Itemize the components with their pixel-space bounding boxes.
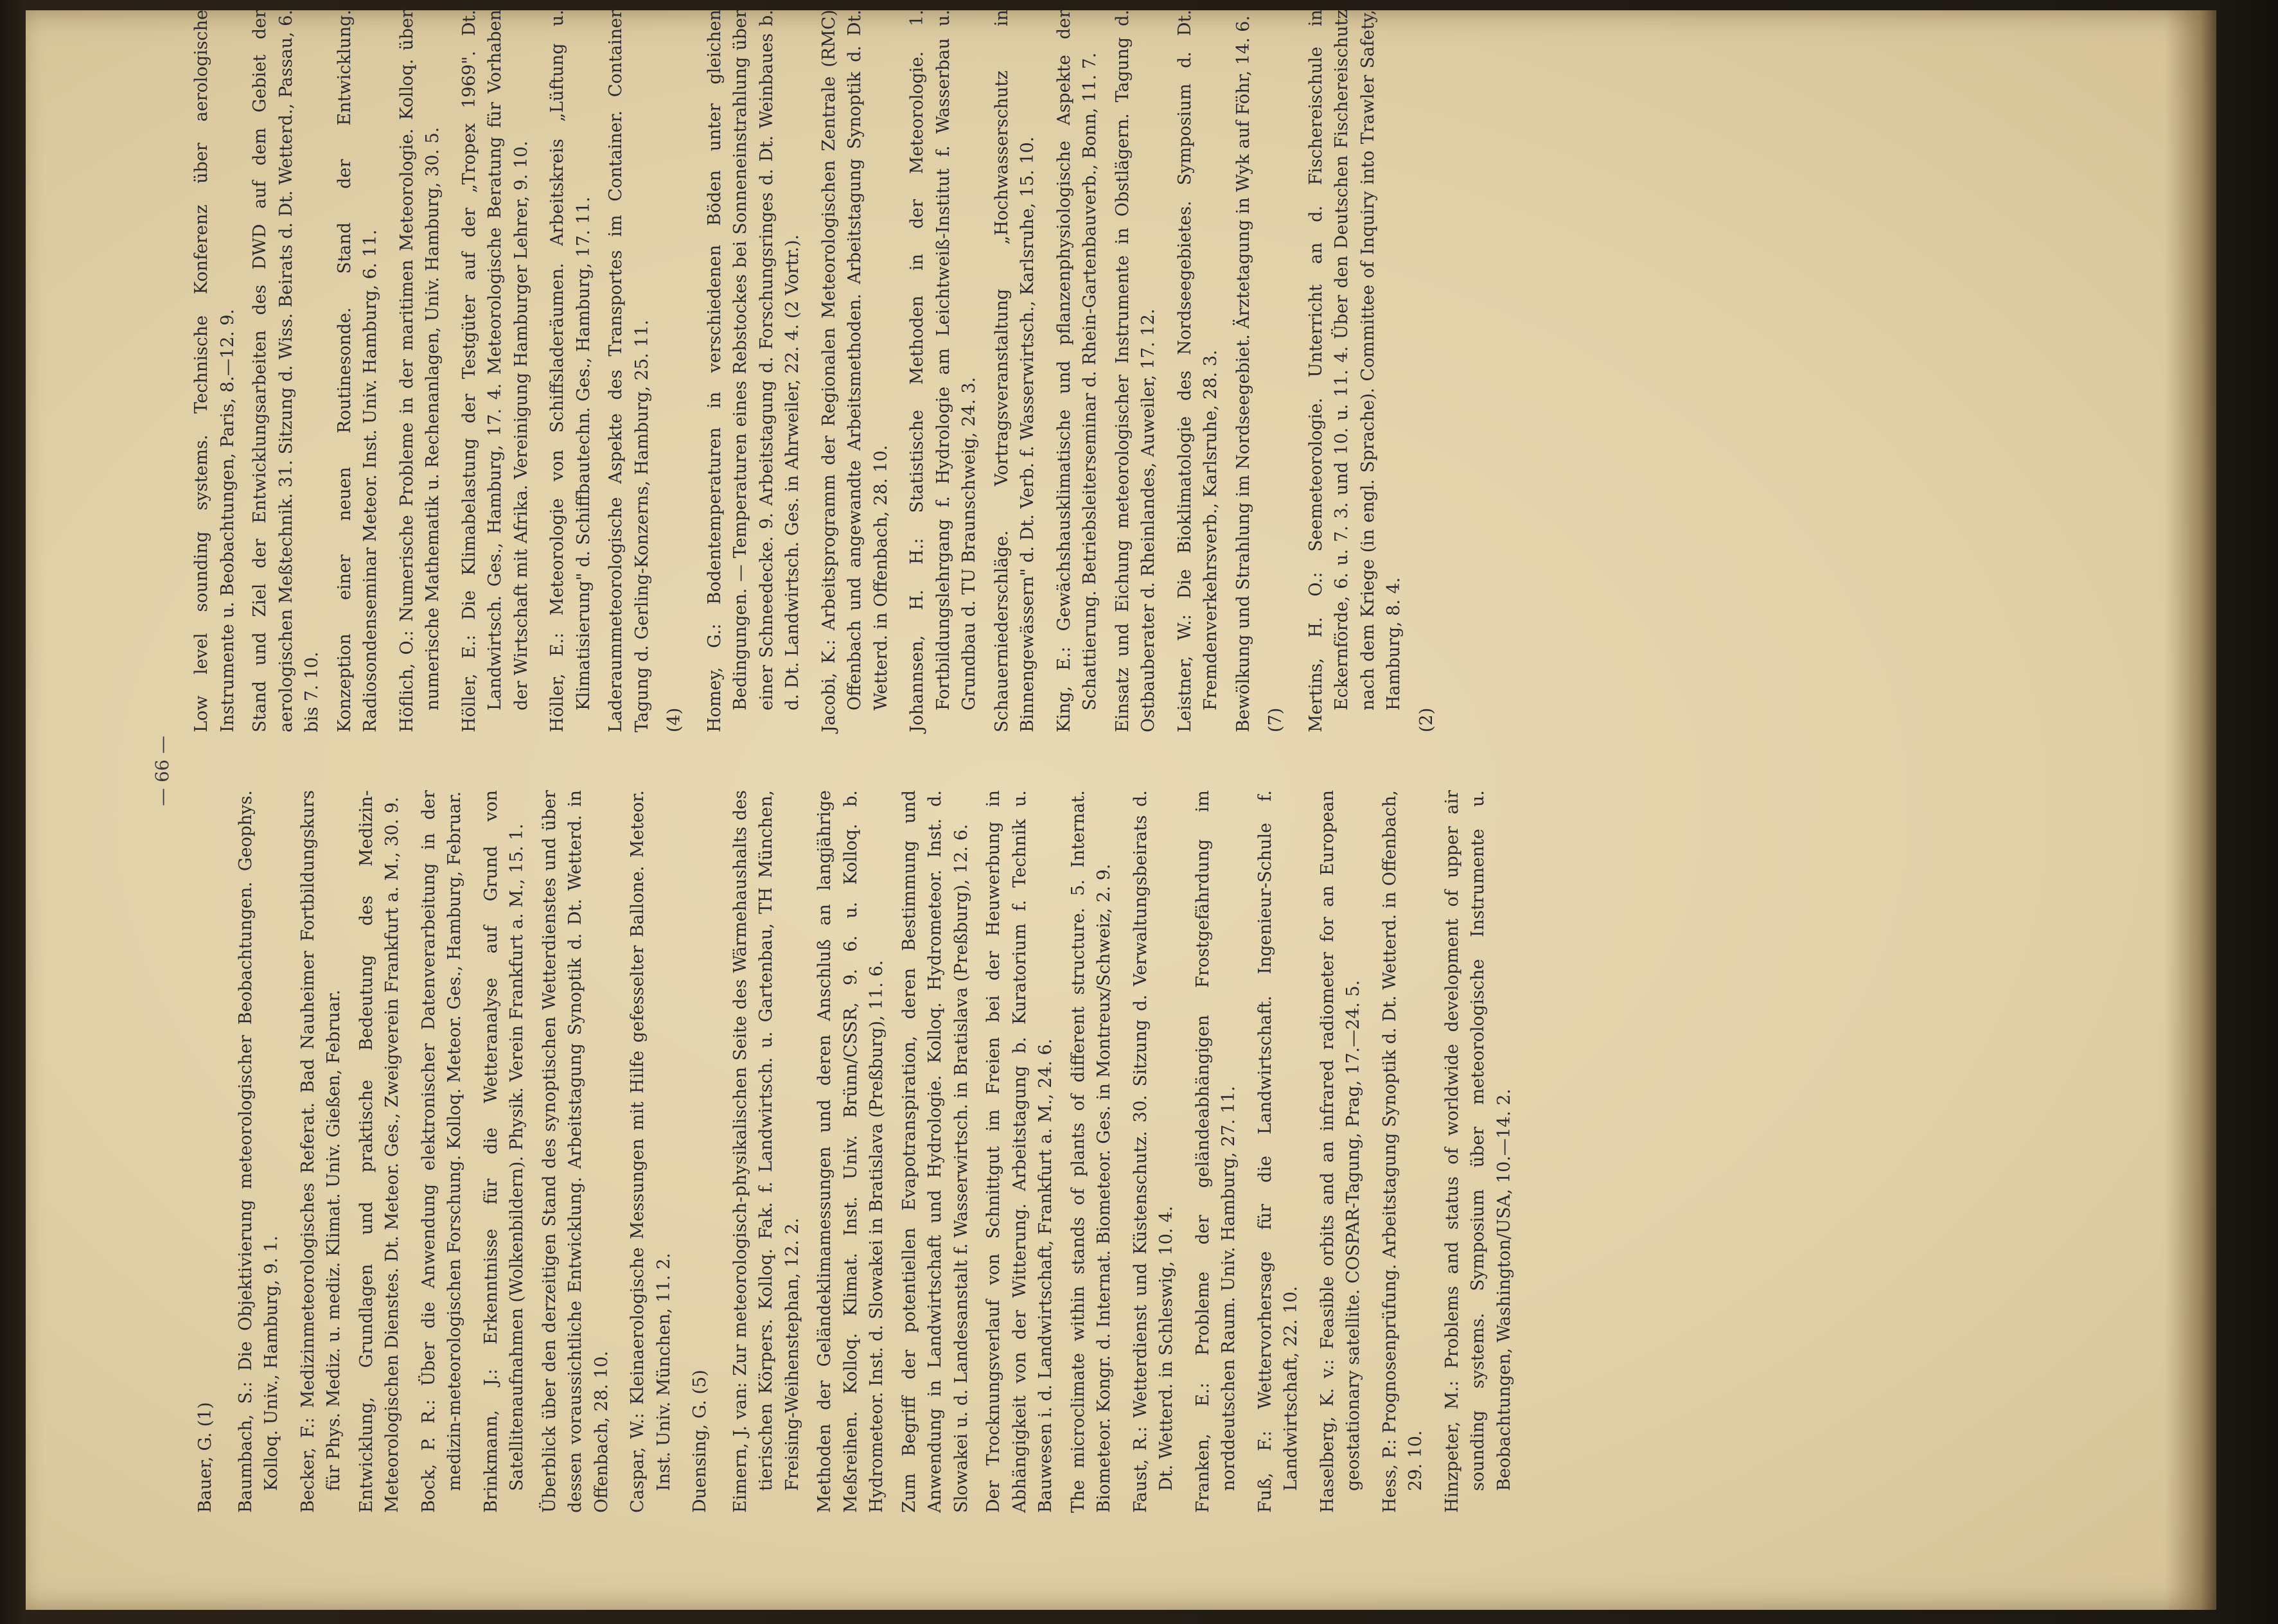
bibliography-entry: Faust, R.: Wetterdienst und Küstenschutz. 30. Sitzung d. Verwaltungsbeirats d. Dt. Wetterd. in Schleswig, 10. 4.	[1130, 790, 1176, 1513]
bibliography-entry: Bock, P. R.: Über die Anwendung elektronischer Datenverarbeitung in der medizin-meteorologischen Forschung. Kolloq. Meteor. Ges., Hamburg, Februar.	[418, 790, 464, 1513]
page-number: — 66 —	[152, 736, 173, 806]
bibliography-entry: Hinzpeter, M.: Problems and status of worldwide development of upper air sounding systems. Symposium über meteorologische Instrumente u. Beobachtungen, Washington/USA, 10.—14. 2.	[1442, 790, 1514, 1513]
bibliography-entry: Höflich, O.: Numerische Probleme in der maritimen Meteorologie. Kolloq. über numerische Mathematik u. Rechenanlagen, Univ. Hamburg, 30. 5.	[396, 10, 443, 732]
bibliography-entry: Schauerniederschläge. Vortragsveranstaltung „Hochwasserschutz in Binnengewässern" d. Dt. Verb. f. Wasserwirtsch., Karlsruhe, 15. 10.	[991, 10, 1037, 732]
bibliography-entry: Homey, G.: Bodentemperaturen in verschiedenen Böden unter gleichen Bedingungen. — Temperaturen eines Rebstockes bei Sonneneinstrahlung über einer Schneedecke. 9. Arbeitstagung d. Forschungsringes d. Dt. Weinbaues b. d. Dt. Landwirtsch. Ges. in Ahrweiler, 22. 4. (2 Vortr.).	[704, 10, 802, 732]
bibliography-entry: Laderaummeteorologische Aspekte des Transportes im Container. Container Tagung d. Gerling-Konzerns, Hamburg, 25. 11.	[606, 10, 652, 732]
bibliography-entry: Caspar, W.: Kleinaerologische Messungen mit Hilfe gefesselter Ballone. Meteor. Inst. Univ. München, 11. 2.	[628, 790, 674, 1513]
bibliography-entry: Zum Begriff der potentiellen Evapotranspiration, deren Bestimmung und Anwendung in Landwirtschaft und Hydrologie. Kolloq. Hydrometeor. Inst. d. Slowakei u. d. Landesanstalt f. Wasserwirtsch. in Bratislava (Preßburg), 12. 6.	[899, 790, 971, 1513]
bibliography-entry: Fuß, F.: Wettervorhersage für die Landwirtschaft. Ingenieur-Schule f. Landwirtschaft, 22. 10.	[1255, 790, 1301, 1513]
bibliography-entry: Duensing, G. (5)	[690, 1370, 710, 1513]
bibliography-entry: (7)	[1266, 707, 1285, 732]
bibliography-entry: Becker, F.: Medizinmeteorologisches Referat. Bad Nauheimer Fortbildungskurs für Phys. Mediz. u. mediz. Klimat. Univ. Gießen, Februar.	[297, 790, 344, 1513]
bibliography-entry: Höller, E.: Die Klimabelastung der Testgüter auf der „Tropex 1969". Dt. Landwirtsch. Ges., Hamburg, 17. 4. Meteorologische Beratung für Vorhaben der Wirtschaft mit Afrika. Vereinigung Hamburger Lehrer, 9. 10.	[459, 10, 531, 732]
bibliography-entry: Der Trocknungsverlauf von Schnittgut im Freien bei der Heuwerbung in Abhängigkeit von der Witterung. Arbeitstagung b. Kuratorium f. Technik u. Bauwesen i. d. Landwirtschaft, Frankfurt a. M., 24. 6.	[984, 790, 1055, 1513]
bibliography-entry: Baumbach, S.: Die Objektivierung meteorologischer Beobachtungen. Geophys. Kolloq. Univ., Hamburg, 9. 1.	[235, 790, 281, 1513]
bibliography-entry: Johannsen, H. H.: Statistische Methoden in der Meteorologie. 1. Fortbildungslehrgang f. Hydrologie am Leichtweiß-Institut f. Wasserbau u. Grundbau d. TU Braunschweig, 24. 3.	[907, 10, 979, 732]
bibliography-entry: Einsatz und Eichung meteorologischer Instrumente in Obstlägern. Tagung d. Ostbauberater d. Rheinlandes, Auweiler, 17. 12.	[1112, 10, 1158, 732]
bibliography-entry: King, E.: Gewächshausklimatische und pflanzenphysiologische Aspekte der Schattierung. Betriebsleiterseminar d. Rhein-Gartenbauverb., Bonn, 11. 7.	[1054, 10, 1100, 732]
bibliography-entry: Low level sounding systems. Technische Konferenz über aerologische Instrumente u. Beobachtungen, Paris, 8.—12. 9.	[191, 10, 238, 732]
bibliography-entry: Höller, E.: Meteorologie von Schiffsladeräumen. Arbeitskreis „Lüftung u. Klimatisierung" d. Schiffbautechn. Ges., Hamburg, 17. 11.	[547, 10, 594, 732]
bibliography-entry: Franken, E.: Probleme der geländeabhängigen Frostgefährdung im norddeutschen Raum. Univ. Hamburg, 27. 11.	[1192, 790, 1239, 1513]
bibliography-entry: Entwicklung, Grundlagen und praktische Bedeutung des Medizin-Meteorologischen Dienstes. Dt. Meteor. Ges., Zweigverein Frankfurt a. M., 30. 9.	[356, 790, 402, 1513]
bibliography-entry: Hess, P.: Prognosenprüfung. Arbeitstagung Synoptik d. Dt. Wetterd. in Offenbach, 29. 10.	[1379, 790, 1426, 1513]
bibliography-entry: Überblick über den derzeitigen Stand des synoptischen Wetterdienstes und über dessen voraussichtliche Entwicklung. Arbeitstagung Synoptik d. Dt. Wetterd. in Offenbach, 28. 10.	[539, 790, 612, 1513]
bibliography-entry: Jacobi, K.: Arbeitsprogramm der Regionalen Meteorologischen Zentrale (RMC) Offenbach und angewandte Arbeitsmethoden. Arbeitstagung Synoptik d. Dt. Wetterd. in Offenbach, 28. 10.	[818, 10, 891, 732]
right-column	[193, 10, 1450, 732]
bibliography-entry: Methoden der Geländeklimamessungen und deren Anschluß an langjährige Meßreihen. Kolloq. Klimat. Inst. Univ. Brünn/CSSR, 9. 6. u. Kolloq. b. Hydrometeor. Inst. d. Slowakei in Bratislava (Preßburg), 11. 6.	[815, 790, 887, 1513]
bibliography-entry: The microclimate within stands of plants of different structure. 5. Internat. Biometeor. Kongr. d. Internat. Biometeor. Ges. in Montreux/Schweiz, 2. 9.	[1068, 790, 1114, 1513]
left-column	[193, 790, 1528, 1513]
page-fold-shadow	[2165, 10, 2216, 1610]
bibliography-entry: Stand und Ziel der Entwicklungsarbeiten des DWD auf dem Gebiet der aerologischen Meßtechnik. 31. Sitzung d. Wiss. Beirats d. Dt. Wetterd., Passau, 6. bis 7. 10.	[250, 10, 322, 732]
bibliography-entry: (4)	[664, 707, 684, 732]
bibliography-entry: Haselberg, K. v.: Feasible orbits and an infrared radiometer for an European geostationary satellite. COSPAR-Tagung, Prag, 17.—24. 5.	[1317, 790, 1363, 1513]
bibliography-entry: (2)	[1416, 707, 1436, 732]
bibliography-entry: Konzeption einer neuen Routinesonde. Stand der Entwicklung. Radiosondenseminar Meteor. Inst. Univ. Hamburg, 6. 11.	[334, 10, 380, 732]
bibliography-entry: Eimern, J. van: Zur meteorologisch-physikalischen Seite des Wärmehaushalts des tierischen Körpers. Kolloq. Fak. f. Landwirtsch. u. Gartenbau, TH München, Freising-Weihenstephan, 12. 2.	[730, 790, 802, 1513]
bibliography-entry: Bauer, G. (1)	[195, 1402, 215, 1513]
bibliography-entry: Leistner, W.: Die Bioklimatologie des Nordseegebietes. Symposium d. Dt. Fremdenverkehrsverb., Karlsruhe, 28. 3.	[1174, 10, 1221, 732]
bibliography-entry: Bewölkung und Strahlung im Nordseegebiet. Ärztetagung in Wyk auf Föhr, 14. 6.	[1233, 15, 1253, 732]
bibliography-entry: Mertins, H. O.: Seemeteorologie. Unterricht an d. Fischereischule in Eckernförde, 6. u. 7. 3. und 10. u. 11. 4. Über den Deutschen Fischereischutz nach dem Kriege (in engl. Sprache). Committee of Inquiry into Trawler Safety, Hamburg, 8. 4.	[1305, 10, 1404, 732]
bibliography-entry: Brinkmann, J.: Erkenntnisse für die Wetteranalyse auf Grund von Satellitenaufnahmen (Wolkenbildern). Physik. Verein Frankfurt a. M., 15. 1.	[481, 790, 527, 1513]
rotated-text-page	[149, 10, 1627, 1513]
